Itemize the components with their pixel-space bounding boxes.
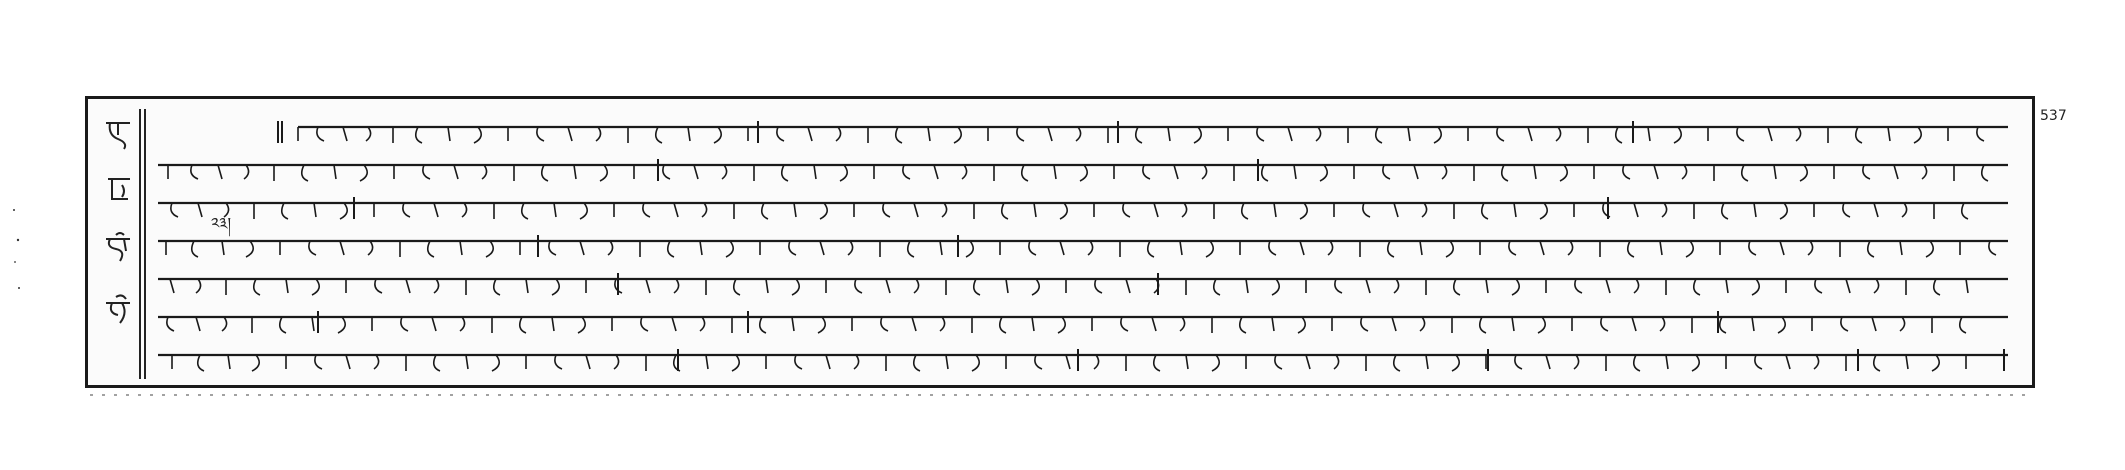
tibetan-text-block [158,111,2016,375]
margin-glyph-2 [102,173,136,207]
text-line-5 [158,269,2016,299]
margin-glyph-3 [102,231,136,265]
text-line-3 [158,193,2016,223]
margin-glyph-4 [102,293,136,327]
page-number: 537 [2040,108,2067,124]
text-line-6 [158,307,2016,337]
manuscript-folio [85,96,2035,388]
text-line-7 [158,345,2016,375]
text-line-1 [158,117,2016,147]
margin-rule [144,109,146,379]
leaf-number: ༢༣། [211,214,232,233]
text-line-4 [158,231,2016,261]
margin-speckle-left [10,200,24,310]
text-line-2 [158,155,2016,185]
margin-glyph-1 [102,117,136,151]
bottom-edge-speckle [90,392,2030,400]
left-margin-column [96,109,141,379]
